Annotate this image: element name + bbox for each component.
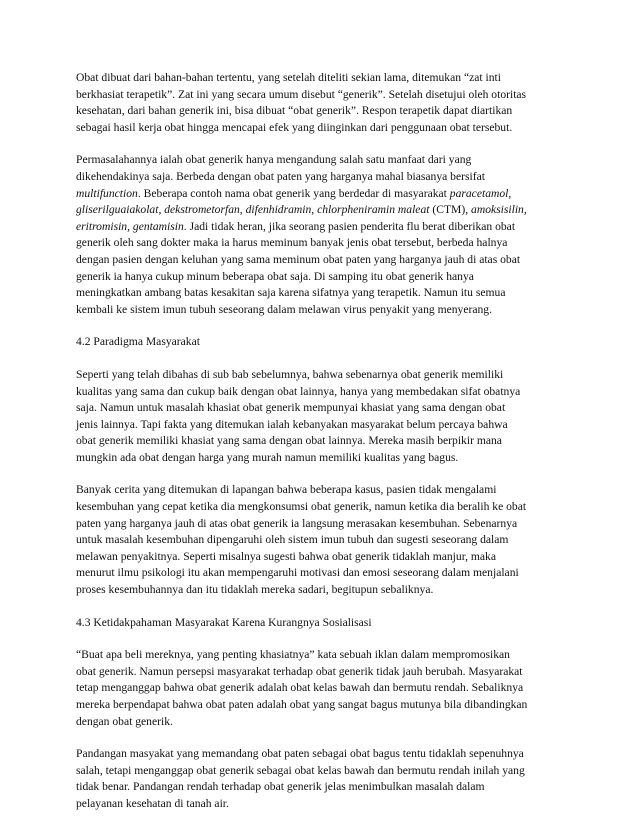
text-line bbox=[76, 235, 566, 252]
section-heading bbox=[76, 615, 566, 632]
text-line bbox=[76, 367, 566, 384]
text-run: Seperti yang telah dibahas di sub bab sebelumnya, bahwa sebenarnya obat generik memiliki bbox=[76, 367, 504, 381]
text-line bbox=[76, 565, 566, 582]
text-run: Pandangan masyakat yang memandang obat paten sebagai obat bagus tentu tidaklah sepenuhnya bbox=[76, 747, 524, 761]
text-run: obat generik. Namun persepsi masyarakat terhadap obat generik tidak jauh berubah. Masyarakat bbox=[76, 664, 523, 678]
text-run: berkhasiat terapetik”. Zat ini yang secara umum disebut “generik”. Setelah disetujui oleh otoritas bbox=[76, 87, 527, 101]
text-run: 4.2 Paradigma Masyarakat bbox=[76, 335, 200, 349]
text-run: dengan pasien dengan keluhan yang sama meminum obat paten yang harganya jauh di atas obat bbox=[76, 252, 521, 266]
text-run: kembali ke sistem imun tubuh seseorang dalam melawan virus penyakit yang menyerang. bbox=[76, 302, 492, 316]
text-line bbox=[76, 697, 566, 714]
text-line bbox=[76, 647, 566, 664]
text-run: dikehendakinya saja. Berbeda dengan obat paten yang harganya mahal biasanya bersifat bbox=[76, 169, 485, 183]
text-line bbox=[76, 433, 566, 450]
text-line bbox=[76, 746, 566, 763]
text-run: kesembuhan yang cepat ketika dia mengkonsumsi obat generik, namun ketika dia beralih ke obat bbox=[76, 500, 527, 514]
text-run: saja. Namun untuk masalah khasiat obat generik mempunyai khasiat yang sama dengan obat bbox=[76, 401, 506, 415]
text-run: mungkin ada obat dengan harga yang murah namun memiliki kualitas yang bagus. bbox=[76, 450, 459, 464]
text-line bbox=[76, 482, 566, 499]
text-line bbox=[76, 664, 566, 681]
text-line bbox=[76, 186, 566, 203]
text-run: Banyak cerita yang ditemukan di lapangan bahwa beberapa kasus, pasien tidak mengalami bbox=[76, 483, 497, 497]
text-run: pelayanan kesehatan di tanah air. bbox=[76, 796, 229, 810]
text-line bbox=[76, 302, 566, 319]
text-line bbox=[76, 285, 566, 302]
text-line bbox=[76, 269, 566, 286]
text-run: 4.3 Ketidakpahaman Masyarakat Karena Kurangnya Sosialisasi bbox=[76, 615, 372, 629]
text-run: (CTM), bbox=[429, 203, 472, 217]
text-line bbox=[76, 680, 566, 697]
paragraph bbox=[76, 647, 566, 730]
text-line bbox=[76, 516, 566, 533]
text-run: salah, tetapi menganggap obat generik sebagai obat kelas bawah dan bermutu rendah inilah yang bbox=[76, 763, 525, 777]
text-run: tetap menganggap bahwa obat generik adalah obat kelas bawah dan bermutu rendah. Sebaliknya bbox=[76, 681, 524, 695]
text-run: melawan penyakitnya. Seperti misalnya sugesti bahwa obat generik tidaklah manjur, maka bbox=[76, 549, 497, 563]
text-run: . Beberapa contoh nama obat generik yang berdedar di masyarakat bbox=[137, 186, 450, 200]
text-line bbox=[76, 582, 566, 599]
italic-text-run: multifunction bbox=[76, 186, 138, 200]
paragraph bbox=[76, 70, 566, 136]
text-run: Obat dibuat dari bahan-bahan tertentu, yang setelah diteliti sekian lama, ditemukan “zat inti bbox=[76, 71, 501, 84]
text-line bbox=[76, 70, 566, 87]
text-run: paten yang harganya jauh di atas obat generik ia langsung merasakan kesembuhan. Sebenarnya bbox=[76, 516, 518, 530]
document-body bbox=[76, 70, 566, 813]
paragraph bbox=[76, 367, 566, 467]
italic-text-run: gliserilguaiakolat, dekstrometorfan, difenhidramin, chlorpheniramin maleat bbox=[76, 203, 430, 217]
text-line bbox=[76, 202, 566, 219]
text-line bbox=[76, 714, 566, 731]
text-run: tidak benar. Pandangan rendah terhadap obat generik jelas menimbulkan masalah dalam bbox=[76, 780, 485, 794]
italic-text-run: paracetamol, bbox=[449, 186, 512, 200]
text-run: sebagai hasil kerja obat hingga mencapai efek yang diinginkan dari penggunaan obat tersebut. bbox=[76, 120, 513, 134]
text-line bbox=[76, 549, 566, 566]
italic-text-run: eritromisin, gentamisin bbox=[76, 219, 184, 233]
text-run: “Buat apa beli mereknya, yang penting khasiatnya” kata sebuah iklan dalam mempromosikan bbox=[76, 648, 510, 662]
italic-text-run: amoksisilin, bbox=[471, 203, 527, 217]
text-run: kesehatan, dari bahan generik ini, bisa dibuat “obat generik”. Respon terapetik dapat diartikan bbox=[76, 104, 513, 118]
text-run: meningkatkan ambang batas kesakitan saja karena sifatnya yang terapetik. Namun itu semua bbox=[76, 286, 506, 300]
text-line bbox=[76, 615, 566, 632]
text-line bbox=[76, 400, 566, 417]
text-run: generik oleh sang dokter maka ia harus meminum banyak jenis obat tersebut, berbeda halnya bbox=[76, 236, 508, 250]
paragraph bbox=[76, 482, 566, 598]
text-line bbox=[76, 532, 566, 549]
text-run: menurut ilmu psikologi itu akan mempengaruhi motivasi dan emosi seseorang dalam menjalani bbox=[76, 566, 519, 580]
text-line bbox=[76, 763, 566, 780]
text-line bbox=[76, 169, 566, 186]
text-line bbox=[76, 219, 566, 236]
paragraph bbox=[76, 152, 566, 318]
text-run: Permasalahannya ialah obat generik hanya mengandung salah satu manfaat dari yang bbox=[76, 153, 472, 167]
text-run: untuk masalah kesembuhan dipengaruhi oleh sistem imun tubuh dan sugesti seseorang dalam bbox=[76, 533, 509, 547]
text-run: proses kesembuhannya dan itu tidaklah mereka sadari, begitupun sebaliknya. bbox=[76, 583, 434, 597]
text-line bbox=[76, 87, 566, 104]
text-run: kualitas yang sama dan cukup baik dengan obat lainnya, hanya yang membedakan sifat obatnya bbox=[76, 384, 521, 398]
text-run: . Jadi tidak heran, jika seorang pasien penderita flu berat diberikan obat bbox=[183, 219, 516, 233]
text-run: generik ia hanya cukup minum beberapa obat saja. Di samping itu obat generik hanya bbox=[76, 269, 474, 283]
section-heading bbox=[76, 334, 566, 351]
text-line bbox=[76, 252, 566, 269]
text-run: mereka berpendapat bahwa obat paten adalah obat yang sangat bagus mutunya bila dibandingkan bbox=[76, 698, 528, 711]
text-line bbox=[76, 120, 566, 137]
text-line bbox=[76, 779, 566, 796]
text-run: dengan obat generik. bbox=[76, 714, 173, 728]
text-line bbox=[76, 384, 566, 401]
text-line bbox=[76, 499, 566, 516]
text-line bbox=[76, 796, 566, 813]
text-line bbox=[76, 334, 566, 351]
text-line bbox=[76, 417, 566, 434]
paragraph bbox=[76, 746, 566, 812]
text-line bbox=[76, 450, 566, 467]
text-run: obat generik memiliki khasiat yang sama dengan obat lainnya. Mereka masih berpikir mana bbox=[76, 434, 502, 448]
text-line bbox=[76, 103, 566, 120]
text-run: jenis lainnya. Tapi fakta yang ditemukan ialah kebanyakan masyarakat belum percaya bahwa bbox=[76, 417, 508, 431]
text-line bbox=[76, 152, 566, 169]
